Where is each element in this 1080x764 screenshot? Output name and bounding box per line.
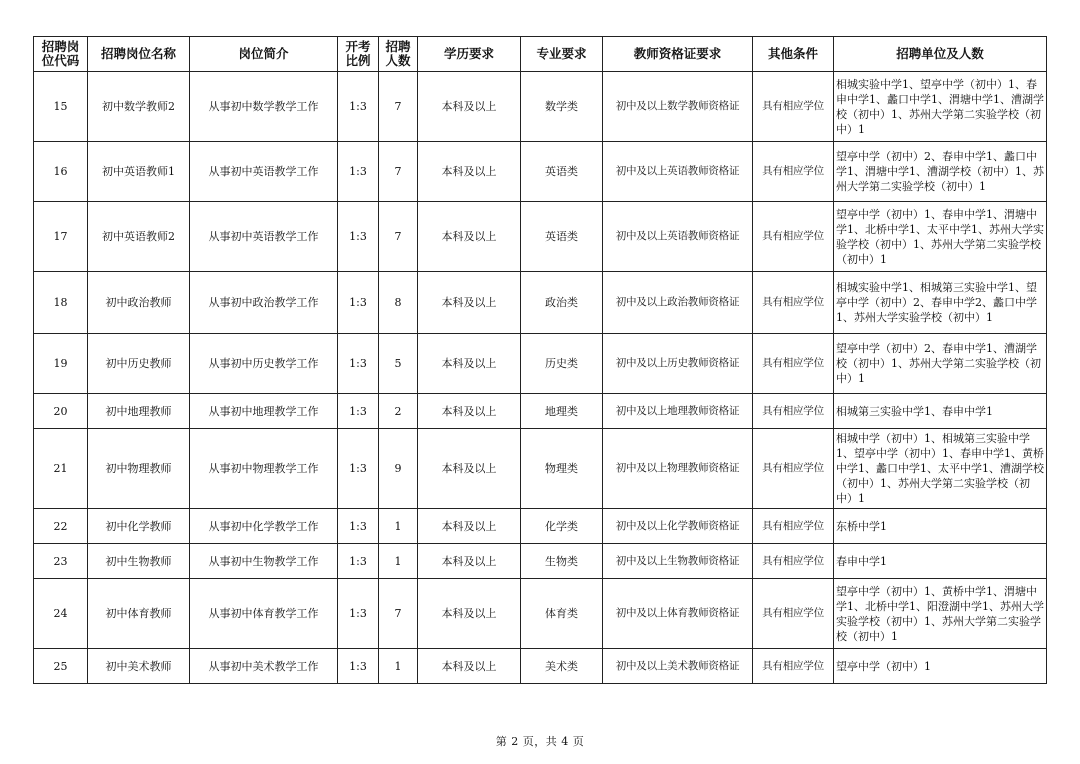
table-cell: 初中及以上物理教师资格证	[603, 429, 753, 509]
table-cell: 本科及以上	[418, 429, 521, 509]
table-cell: 本科及以上	[418, 579, 521, 649]
table-cell: 16	[34, 142, 88, 202]
table-cell: 从事初中体育教学工作	[190, 579, 338, 649]
table-cell: 具有相应学位	[753, 142, 834, 202]
table-cell: 8	[379, 272, 418, 334]
table-cell: 从事初中地理教学工作	[190, 394, 338, 429]
table-row	[34, 394, 1047, 429]
table-cell: 英语类	[521, 202, 603, 272]
table-cell: 从事初中数学教学工作	[190, 72, 338, 142]
table-cell: 具有相应学位	[753, 334, 834, 394]
table-row	[34, 334, 1047, 394]
table-cell: 具有相应学位	[753, 72, 834, 142]
table-cell: 从事初中美术教学工作	[190, 649, 338, 684]
table-cell: 1:3	[338, 579, 379, 649]
table-cell: 初中及以上美术教师资格证	[603, 649, 753, 684]
table-cell: 1:3	[338, 334, 379, 394]
table-cell: 望亭中学（初中）1	[834, 649, 1047, 684]
table-row	[34, 202, 1047, 272]
table-cell: 相城第三实验中学1、春申中学1	[834, 394, 1047, 429]
table-cell: 初中及以上英语教师资格证	[603, 202, 753, 272]
table-cell: 初中英语教师1	[88, 142, 190, 202]
table-cell: 历史类	[521, 334, 603, 394]
table-row	[34, 72, 1047, 142]
table-cell: 美术类	[521, 649, 603, 684]
table-cell: 本科及以上	[418, 334, 521, 394]
table-cell: 具有相应学位	[753, 649, 834, 684]
header-cell: 招聘岗 位代码	[34, 37, 88, 72]
table-cell: 初中历史教师	[88, 334, 190, 394]
table-cell: 生物类	[521, 544, 603, 579]
header-cell: 专业要求	[521, 37, 603, 72]
table-cell: 1:3	[338, 142, 379, 202]
table-cell: 初中及以上体育教师资格证	[603, 579, 753, 649]
table-cell: 初中生物教师	[88, 544, 190, 579]
table-cell: 本科及以上	[418, 544, 521, 579]
table-row	[34, 509, 1047, 544]
table-cell: 从事初中历史教学工作	[190, 334, 338, 394]
table-body	[34, 72, 1047, 684]
table-cell: 具有相应学位	[753, 394, 834, 429]
table-cell: 初中英语教师2	[88, 202, 190, 272]
table-cell: 具有相应学位	[753, 544, 834, 579]
table-cell: 1:3	[338, 544, 379, 579]
header-cell: 招聘岗位名称	[88, 37, 190, 72]
table-row	[34, 429, 1047, 509]
header-cell: 开考 比例	[338, 37, 379, 72]
table-cell: 望亭中学（初中）1、春申中学1、渭塘中学1、北桥中学1、太平中学1、苏州大学实验学校（初中）1、苏州大学第二实验学校（初中）1	[834, 202, 1047, 272]
table-cell: 1:3	[338, 649, 379, 684]
table-cell: 初中及以上化学教师资格证	[603, 509, 753, 544]
table-cell: 东桥中学1	[834, 509, 1047, 544]
table-cell: 初中美术教师	[88, 649, 190, 684]
table-cell: 7	[379, 202, 418, 272]
table-cell: 具有相应学位	[753, 272, 834, 334]
table-row	[34, 142, 1047, 202]
table-cell: 7	[379, 72, 418, 142]
table-row	[34, 579, 1047, 649]
table-cell: 初中及以上生物教师资格证	[603, 544, 753, 579]
table-cell: 1:3	[338, 72, 379, 142]
table-cell: 具有相应学位	[753, 429, 834, 509]
table-cell: 9	[379, 429, 418, 509]
table-cell: 1:3	[338, 272, 379, 334]
table-cell: 22	[34, 509, 88, 544]
table-row	[34, 272, 1047, 334]
table-cell: 物理类	[521, 429, 603, 509]
table-cell: 从事初中英语教学工作	[190, 142, 338, 202]
table-cell: 相城中学（初中）1、相城第三实验中学1、望亭中学（初中）1、春申中学1、黄桥中学1、蠡口中学1、太平中学1、漕湖学校（初中）1、苏州大学第二实验学校（初中）1	[834, 429, 1047, 509]
table-cell: 从事初中政治教学工作	[190, 272, 338, 334]
table-cell: 2	[379, 394, 418, 429]
table-cell: 初中及以上历史教师资格证	[603, 334, 753, 394]
table-cell: 初中物理教师	[88, 429, 190, 509]
table-cell: 初中体育教师	[88, 579, 190, 649]
table-cell: 具有相应学位	[753, 579, 834, 649]
table-cell: 5	[379, 334, 418, 394]
table-cell: 本科及以上	[418, 72, 521, 142]
table-cell: 初中及以上数学教师资格证	[603, 72, 753, 142]
table-cell: 初中地理教师	[88, 394, 190, 429]
header-cell: 岗位简介	[190, 37, 338, 72]
table-cell: 数学类	[521, 72, 603, 142]
table-cell: 15	[34, 72, 88, 142]
table-cell: 19	[34, 334, 88, 394]
table-cell: 本科及以上	[418, 272, 521, 334]
table-cell: 24	[34, 579, 88, 649]
table-cell: 相城实验中学1、望亭中学（初中）1、春申中学1、蠡口中学1、渭塘中学1、漕湖学校（初中）1、苏州大学第二实验学校（初中）1	[834, 72, 1047, 142]
table-cell: 17	[34, 202, 88, 272]
table-cell: 1	[379, 544, 418, 579]
table-cell: 7	[379, 142, 418, 202]
table-cell: 政治类	[521, 272, 603, 334]
table-cell: 本科及以上	[418, 202, 521, 272]
header-cell: 其他条件	[753, 37, 834, 72]
table-cell: 本科及以上	[418, 649, 521, 684]
table-cell: 初中政治教师	[88, 272, 190, 334]
table-cell: 本科及以上	[418, 142, 521, 202]
table-cell: 1	[379, 649, 418, 684]
table-cell: 具有相应学位	[753, 509, 834, 544]
table-row	[34, 649, 1047, 684]
table-cell: 1:3	[338, 509, 379, 544]
table-cell: 具有相应学位	[753, 202, 834, 272]
table-cell: 23	[34, 544, 88, 579]
recruitment-table	[33, 36, 1047, 684]
table-cell: 初中及以上英语教师资格证	[603, 142, 753, 202]
header-cell: 招聘 人数	[379, 37, 418, 72]
table-cell: 从事初中英语教学工作	[190, 202, 338, 272]
table-cell: 从事初中生物教学工作	[190, 544, 338, 579]
table-cell: 望亭中学（初中）2、春申中学1、蠡口中学1、渭塘中学1、漕湖学校（初中）1、苏州大学第二实验学校（初中）1	[834, 142, 1047, 202]
table-cell: 21	[34, 429, 88, 509]
table-cell: 1:3	[338, 394, 379, 429]
table-cell: 本科及以上	[418, 509, 521, 544]
table-cell: 1:3	[338, 429, 379, 509]
table-cell: 从事初中化学教学工作	[190, 509, 338, 544]
header-cell: 招聘单位及人数	[834, 37, 1047, 72]
table-cell: 相城实验中学1、相城第三实验中学1、望亭中学（初中）2、春申中学2、蠡口中学1、苏州大学实验学校（初中）1	[834, 272, 1047, 334]
table-cell: 1	[379, 509, 418, 544]
table-cell: 春申中学1	[834, 544, 1047, 579]
header-cell: 教师资格证要求	[603, 37, 753, 72]
table-cell: 7	[379, 579, 418, 649]
table-cell: 从事初中物理教学工作	[190, 429, 338, 509]
page-footer: 第 2 页，共 4 页	[495, 735, 585, 748]
table-cell: 25	[34, 649, 88, 684]
table-cell: 初中及以上地理教师资格证	[603, 394, 753, 429]
table-cell: 化学类	[521, 509, 603, 544]
table-cell: 本科及以上	[418, 394, 521, 429]
table-cell: 望亭中学（初中）2、春申中学1、漕湖学校（初中）1、苏州大学第二实验学校（初中）1	[834, 334, 1047, 394]
table-cell: 18	[34, 272, 88, 334]
table-cell: 初中数学教师2	[88, 72, 190, 142]
table-cell: 体育类	[521, 579, 603, 649]
header-cell: 学历要求	[418, 37, 521, 72]
table-cell: 地理类	[521, 394, 603, 429]
table-row	[34, 544, 1047, 579]
table-cell: 望亭中学（初中）1、黄桥中学1、渭塘中学1、北桥中学1、阳澄湖中学1、苏州大学实验学校（初中）1、苏州大学第二实验学校（初中）1	[834, 579, 1047, 649]
table-cell: 英语类	[521, 142, 603, 202]
table-cell: 20	[34, 394, 88, 429]
table-cell: 初中化学教师	[88, 509, 190, 544]
table-cell: 初中及以上政治教师资格证	[603, 272, 753, 334]
table-cell: 1:3	[338, 202, 379, 272]
header-row	[34, 37, 1047, 72]
